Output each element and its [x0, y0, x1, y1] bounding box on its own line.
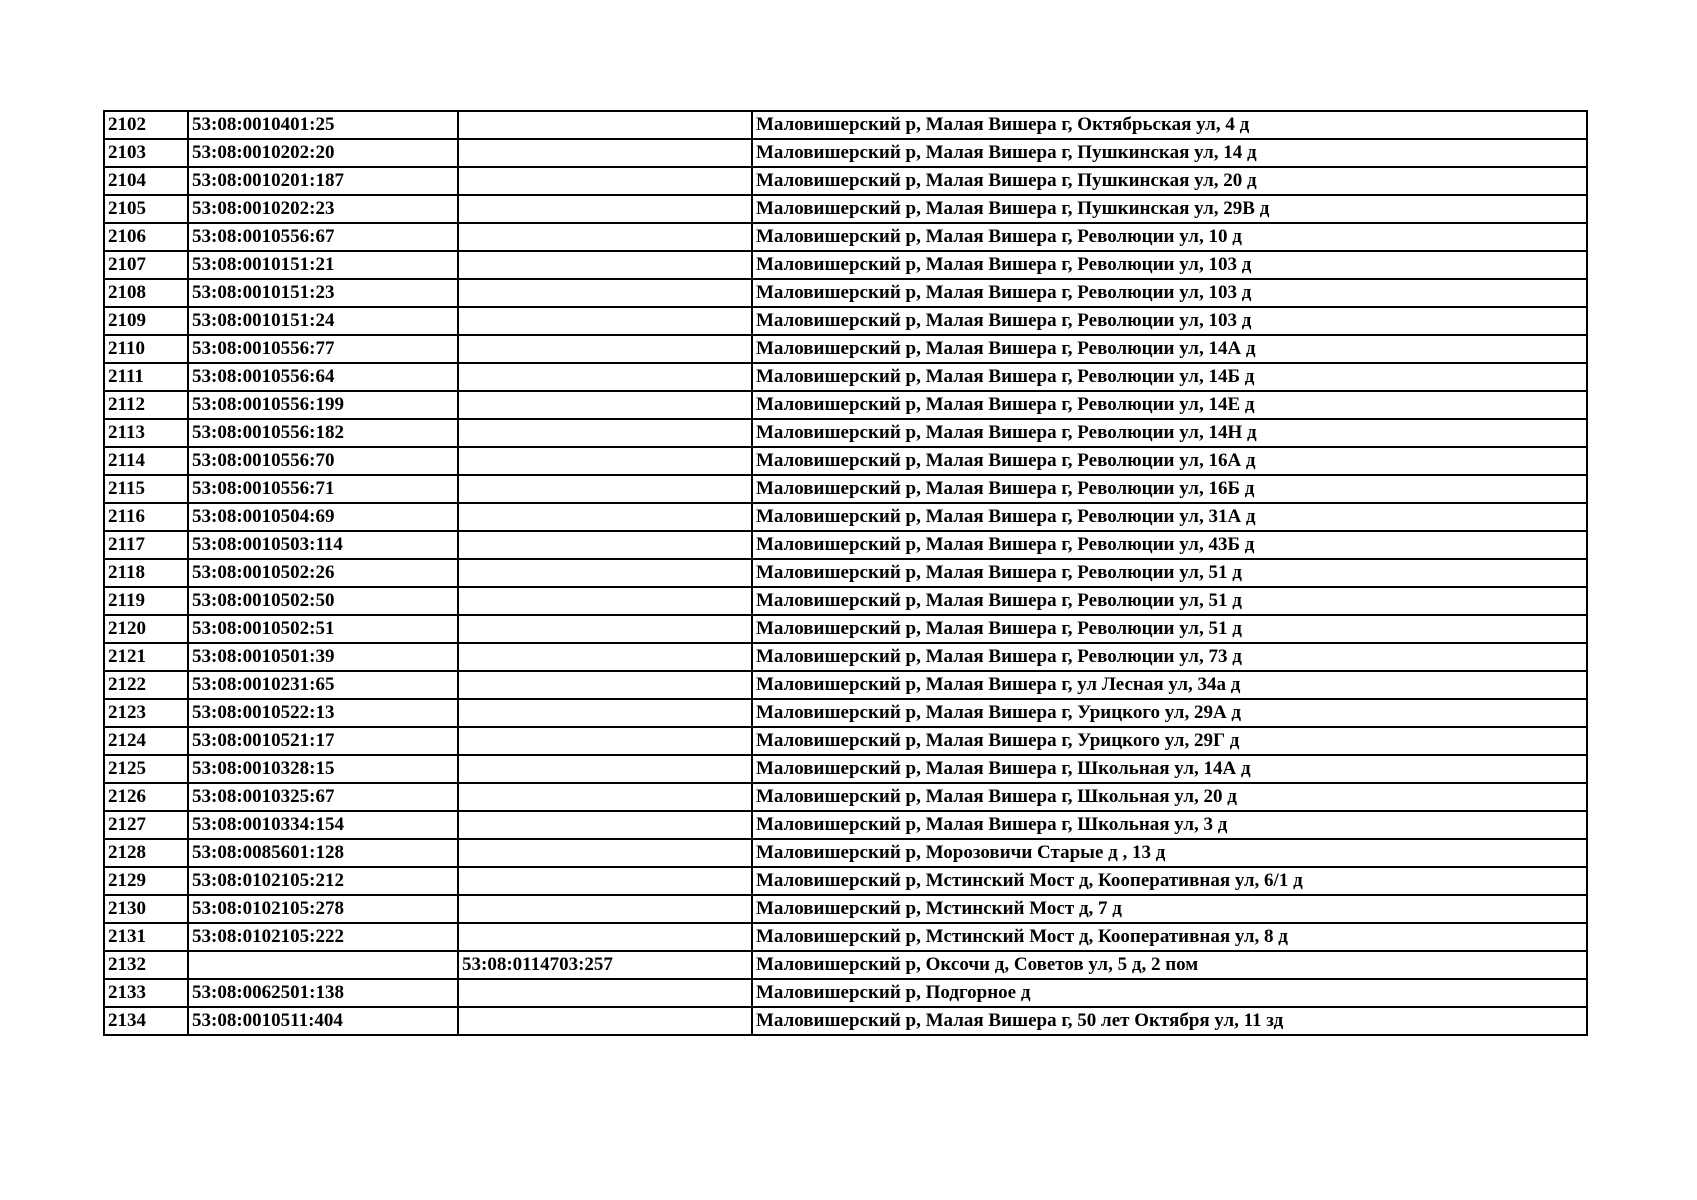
row-number-cell: 2109: [104, 307, 188, 335]
table-row: [104, 1007, 1587, 1035]
row-number-cell: 2115: [104, 475, 188, 503]
secondary-cadastral-number-cell: [458, 671, 752, 699]
table-row: [104, 811, 1587, 839]
secondary-cadastral-number-cell: [458, 783, 752, 811]
cadastral-number-cell: 53:08:0102105:222: [188, 923, 458, 951]
table-row: [104, 335, 1587, 363]
table-row: [104, 475, 1587, 503]
table-row: [104, 251, 1587, 279]
row-number-cell: 2120: [104, 615, 188, 643]
secondary-cadastral-number-cell: [458, 811, 752, 839]
cadastral-number-cell: 53:08:0010556:182: [188, 419, 458, 447]
address-cell: Маловишерский р, Малая Вишера г, Революции ул, 103 д: [752, 251, 1587, 279]
address-cell: Маловишерский р, Малая Вишера г, Революции ул, 73 д: [752, 643, 1587, 671]
row-number-cell: 2110: [104, 335, 188, 363]
cadastral-number-cell: 53:08:0062501:138: [188, 979, 458, 1007]
secondary-cadastral-number-cell: [458, 111, 752, 139]
address-cell: Маловишерский р, Малая Вишера г, Школьная ул, 20 д: [752, 783, 1587, 811]
secondary-cadastral-number-cell: [458, 391, 752, 419]
cadastral-number-cell: 53:08:0010556:199: [188, 391, 458, 419]
table-row: [104, 699, 1587, 727]
secondary-cadastral-number-cell: [458, 839, 752, 867]
table-row: [104, 839, 1587, 867]
row-number-cell: 2122: [104, 671, 188, 699]
row-number-cell: 2134: [104, 1007, 188, 1035]
table-row: [104, 167, 1587, 195]
secondary-cadastral-number-cell: [458, 1007, 752, 1035]
address-cell: Маловишерский р, Малая Вишера г, Революции ул, 14А д: [752, 335, 1587, 363]
secondary-cadastral-number-cell: [458, 167, 752, 195]
row-number-cell: 2129: [104, 867, 188, 895]
table-row: [104, 895, 1587, 923]
cadastral-number-cell: 53:08:0010556:70: [188, 447, 458, 475]
row-number-cell: 2106: [104, 223, 188, 251]
registry-table: [103, 110, 1588, 1036]
address-cell: Маловишерский р, Малая Вишера г, Революции ул, 43Б д: [752, 531, 1587, 559]
row-number-cell: 2102: [104, 111, 188, 139]
row-number-cell: 2116: [104, 503, 188, 531]
cadastral-number-cell: 53:08:0010511:404: [188, 1007, 458, 1035]
cadastral-number-cell: 53:08:0010334:154: [188, 811, 458, 839]
address-cell: Маловишерский р, Мстинский Мост д, Кооперативная ул, 8 д: [752, 923, 1587, 951]
secondary-cadastral-number-cell: [458, 979, 752, 1007]
secondary-cadastral-number-cell: [458, 727, 752, 755]
secondary-cadastral-number-cell: [458, 447, 752, 475]
secondary-cadastral-number-cell: [458, 699, 752, 727]
row-number-cell: 2103: [104, 139, 188, 167]
address-cell: Маловишерский р, Малая Вишера г, Октябрьская ул, 4 д: [752, 111, 1587, 139]
secondary-cadastral-number-cell: [458, 867, 752, 895]
secondary-cadastral-number-cell: [458, 531, 752, 559]
row-number-cell: 2132: [104, 951, 188, 979]
cadastral-number-cell: 53:08:0010231:65: [188, 671, 458, 699]
secondary-cadastral-number-cell: [458, 615, 752, 643]
address-cell: Маловишерский р, Малая Вишера г, Революции ул, 103 д: [752, 307, 1587, 335]
address-cell: Маловишерский р, Малая Вишера г, Революции ул, 14Н д: [752, 419, 1587, 447]
secondary-cadastral-number-cell: [458, 335, 752, 363]
address-cell: Маловишерский р, Мстинский Мост д, Кооперативная ул, 6/1 д: [752, 867, 1587, 895]
row-number-cell: 2126: [104, 783, 188, 811]
secondary-cadastral-number-cell: [458, 643, 752, 671]
table-row: [104, 307, 1587, 335]
cadastral-number-cell: [188, 951, 458, 979]
secondary-cadastral-number-cell: [458, 923, 752, 951]
registry-table-body: [104, 111, 1587, 1035]
table-row: [104, 727, 1587, 755]
cadastral-number-cell: 53:08:0010502:51: [188, 615, 458, 643]
row-number-cell: 2128: [104, 839, 188, 867]
cadastral-number-cell: 53:08:0010328:15: [188, 755, 458, 783]
cadastral-number-cell: 53:08:0085601:128: [188, 839, 458, 867]
table-row: [104, 587, 1587, 615]
row-number-cell: 2119: [104, 587, 188, 615]
address-cell: Маловишерский р, Морозовичи Старые д , 13 д: [752, 839, 1587, 867]
table-row: [104, 279, 1587, 307]
table-row: [104, 643, 1587, 671]
address-cell: Маловишерский р, Малая Вишера г, Революции ул, 51 д: [752, 615, 1587, 643]
table-row: [104, 923, 1587, 951]
address-cell: Маловишерский р, Малая Вишера г, Революции ул, 51 д: [752, 587, 1587, 615]
row-number-cell: 2123: [104, 699, 188, 727]
address-cell: Маловишерский р, Мстинский Мост д, 7 д: [752, 895, 1587, 923]
secondary-cadastral-number-cell: [458, 503, 752, 531]
address-cell: Маловишерский р, Малая Вишера г, Урицкого ул, 29А д: [752, 699, 1587, 727]
secondary-cadastral-number-cell: [458, 419, 752, 447]
table-row: [104, 671, 1587, 699]
cadastral-number-cell: 53:08:0010502:50: [188, 587, 458, 615]
table-row: [104, 979, 1587, 1007]
table-row: [104, 195, 1587, 223]
row-number-cell: 2133: [104, 979, 188, 1007]
secondary-cadastral-number-cell: [458, 475, 752, 503]
row-number-cell: 2112: [104, 391, 188, 419]
cadastral-number-cell: 53:08:0102105:278: [188, 895, 458, 923]
cadastral-number-cell: 53:08:0010325:67: [188, 783, 458, 811]
secondary-cadastral-number-cell: [458, 279, 752, 307]
secondary-cadastral-number-cell: [458, 587, 752, 615]
table-row: [104, 559, 1587, 587]
address-cell: Маловишерский р, Малая Вишера г, Революции ул, 103 д: [752, 279, 1587, 307]
cadastral-number-cell: 53:08:0010151:21: [188, 251, 458, 279]
cadastral-number-cell: 53:08:0102105:212: [188, 867, 458, 895]
cadastral-number-cell: 53:08:0010503:114: [188, 531, 458, 559]
secondary-cadastral-number-cell: [458, 559, 752, 587]
cadastral-number-cell: 53:08:0010202:20: [188, 139, 458, 167]
table-row: [104, 615, 1587, 643]
table-row: [104, 111, 1587, 139]
address-cell: Маловишерский р, Малая Вишера г, ул Лесная ул, 34а д: [752, 671, 1587, 699]
address-cell: Маловишерский р, Малая Вишера г, Школьная ул, 14А д: [752, 755, 1587, 783]
row-number-cell: 2114: [104, 447, 188, 475]
cadastral-number-cell: 53:08:0010201:187: [188, 167, 458, 195]
table-row: [104, 223, 1587, 251]
secondary-cadastral-number-cell: [458, 195, 752, 223]
table-row: [104, 419, 1587, 447]
row-number-cell: 2108: [104, 279, 188, 307]
address-cell: Маловишерский р, Подгорное д: [752, 979, 1587, 1007]
address-cell: Маловишерский р, Малая Вишера г, Пушкинская ул, 20 д: [752, 167, 1587, 195]
cadastral-number-cell: 53:08:0010502:26: [188, 559, 458, 587]
cadastral-number-cell: 53:08:0010504:69: [188, 503, 458, 531]
cadastral-number-cell: 53:08:0010556:77: [188, 335, 458, 363]
row-number-cell: 2124: [104, 727, 188, 755]
secondary-cadastral-number-cell: [458, 755, 752, 783]
secondary-cadastral-number-cell: [458, 895, 752, 923]
row-number-cell: 2130: [104, 895, 188, 923]
secondary-cadastral-number-cell: 53:08:0114703:257: [458, 951, 752, 979]
cadastral-number-cell: 53:08:0010556:71: [188, 475, 458, 503]
address-cell: Маловишерский р, Малая Вишера г, Революции ул, 51 д: [752, 559, 1587, 587]
secondary-cadastral-number-cell: [458, 363, 752, 391]
table-row: [104, 951, 1587, 979]
table-row: [104, 447, 1587, 475]
address-cell: Маловишерский р, Малая Вишера г, Революции ул, 14Е д: [752, 391, 1587, 419]
secondary-cadastral-number-cell: [458, 251, 752, 279]
cadastral-number-cell: 53:08:0010151:24: [188, 307, 458, 335]
address-cell: Маловишерский р, Малая Вишера г, Революции ул, 14Б д: [752, 363, 1587, 391]
address-cell: Маловишерский р, Малая Вишера г, Пушкинская ул, 14 д: [752, 139, 1587, 167]
address-cell: Маловишерский р, Малая Вишера г, 50 лет Октября ул, 11 зд: [752, 1007, 1587, 1035]
table-row: [104, 503, 1587, 531]
table-row: [104, 531, 1587, 559]
row-number-cell: 2127: [104, 811, 188, 839]
cadastral-number-cell: 53:08:0010202:23: [188, 195, 458, 223]
address-cell: Маловишерский р, Оксочи д, Советов ул, 5 д, 2 пом: [752, 951, 1587, 979]
row-number-cell: 2131: [104, 923, 188, 951]
cadastral-number-cell: 53:08:0010556:64: [188, 363, 458, 391]
row-number-cell: 2117: [104, 531, 188, 559]
table-row: [104, 867, 1587, 895]
address-cell: Маловишерский р, Малая Вишера г, Пушкинская ул, 29В д: [752, 195, 1587, 223]
address-cell: Маловишерский р, Малая Вишера г, Революции ул, 10 д: [752, 223, 1587, 251]
cadastral-number-cell: 53:08:0010556:67: [188, 223, 458, 251]
row-number-cell: 2113: [104, 419, 188, 447]
row-number-cell: 2125: [104, 755, 188, 783]
table-row: [104, 755, 1587, 783]
secondary-cadastral-number-cell: [458, 307, 752, 335]
address-cell: Маловишерский р, Малая Вишера г, Школьная ул, 3 д: [752, 811, 1587, 839]
secondary-cadastral-number-cell: [458, 139, 752, 167]
row-number-cell: 2104: [104, 167, 188, 195]
table-row: [104, 391, 1587, 419]
address-cell: Маловишерский р, Малая Вишера г, Революции ул, 16А д: [752, 447, 1587, 475]
table-row: [104, 363, 1587, 391]
table-row: [104, 783, 1587, 811]
row-number-cell: 2111: [104, 363, 188, 391]
address-cell: Маловишерский р, Малая Вишера г, Революции ул, 31А д: [752, 503, 1587, 531]
cadastral-number-cell: 53:08:0010501:39: [188, 643, 458, 671]
cadastral-number-cell: 53:08:0010522:13: [188, 699, 458, 727]
cadastral-number-cell: 53:08:0010521:17: [188, 727, 458, 755]
cadastral-number-cell: 53:08:0010401:25: [188, 111, 458, 139]
row-number-cell: 2118: [104, 559, 188, 587]
row-number-cell: 2105: [104, 195, 188, 223]
address-cell: Маловишерский р, Малая Вишера г, Урицкого ул, 29Г д: [752, 727, 1587, 755]
table-row: [104, 139, 1587, 167]
row-number-cell: 2121: [104, 643, 188, 671]
secondary-cadastral-number-cell: [458, 223, 752, 251]
cadastral-number-cell: 53:08:0010151:23: [188, 279, 458, 307]
address-cell: Маловишерский р, Малая Вишера г, Революции ул, 16Б д: [752, 475, 1587, 503]
row-number-cell: 2107: [104, 251, 188, 279]
